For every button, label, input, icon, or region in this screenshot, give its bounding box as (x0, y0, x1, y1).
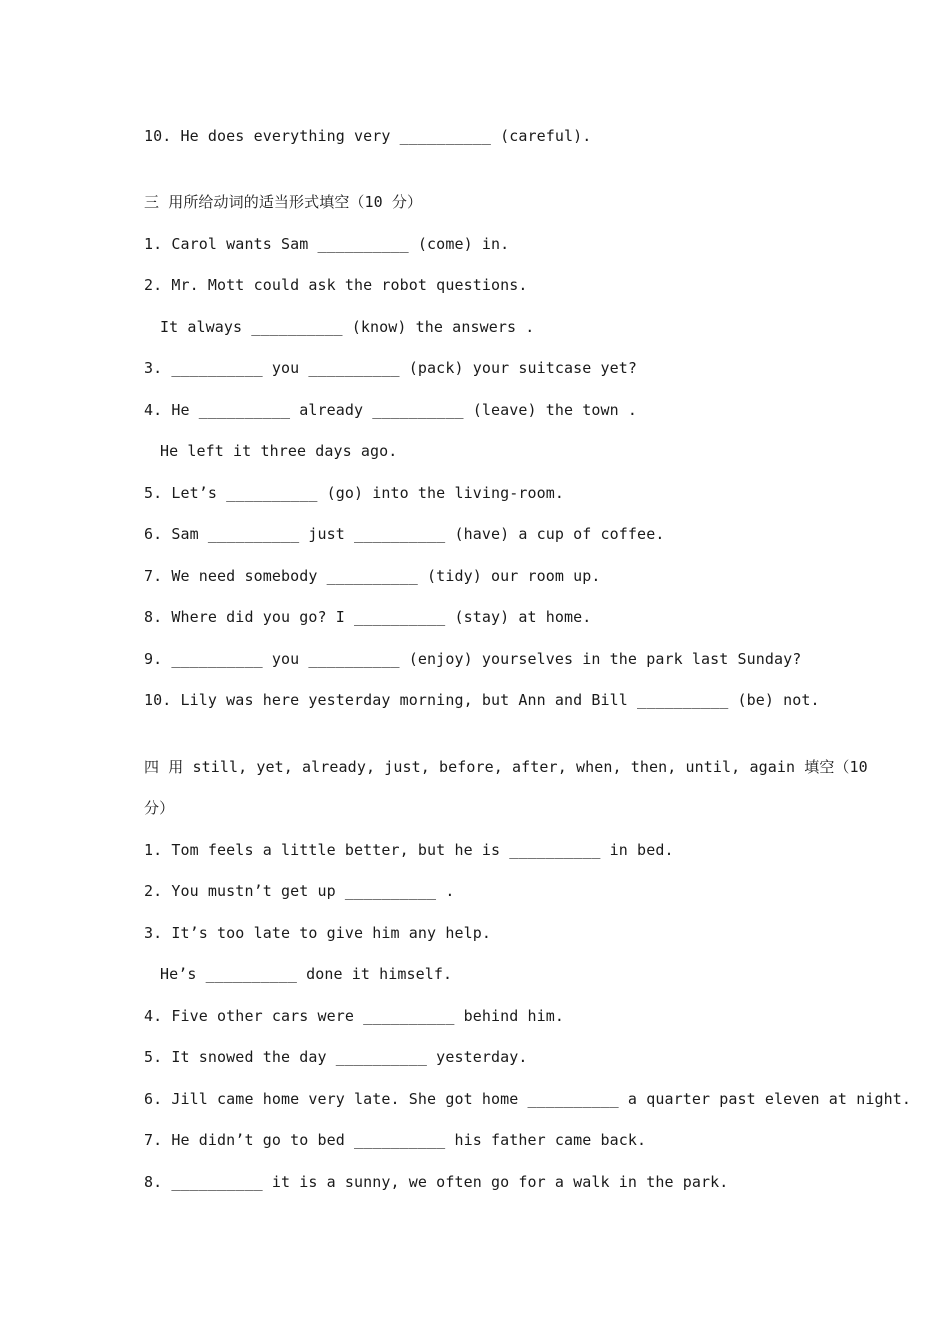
question-10-careful: 10. He does everything very __________ (careful). (144, 127, 592, 145)
s4-question-8: 8. __________ it is a sunny, we often go for a walk in the park. (144, 1173, 729, 1191)
s4-question-4: 4. Five other cars were __________ behind him. (144, 1007, 565, 1025)
s3-question-6: 6. Sam __________ just __________ (have) a cup of coffee. (144, 525, 665, 543)
s4-question-7: 7. He didn’t go to bed __________ his father came back. (144, 1131, 647, 1149)
section-3-heading: 三 用所给动词的适当形式填空（10 分） (144, 193, 423, 211)
section-4-heading: 四 用 still, yet, already, just, before, after, when, then, until, again 填空（10 (144, 758, 868, 776)
s3-question-4: 4. He __________ already __________ (leave) the town . (144, 401, 638, 419)
s3-question-2: 2. Mr. Mott could ask the robot questions. (144, 276, 528, 294)
s4-question-3-continuation: He’s __________ done it himself. (160, 965, 453, 983)
s3-question-8: 8. Where did you go? I __________ (stay) at home. (144, 608, 592, 626)
section-4-heading-continuation: 分） (144, 799, 175, 817)
s3-question-5: 5. Let’s __________ (go) into the living-room. (144, 484, 565, 502)
s4-question-6: 6. Jill came home very late. She got home __________ a quarter past eleven at night. (144, 1090, 911, 1108)
s4-question-2: 2. You mustn’t get up __________ . (144, 882, 455, 900)
s3-question-4-continuation: He left it three days ago. (160, 442, 398, 460)
s3-question-3: 3. __________ you __________ (pack) your suitcase yet? (144, 359, 638, 377)
s4-question-5: 5. It snowed the day __________ yesterday. (144, 1048, 528, 1066)
s4-question-3: 3. It’s too late to give him any help. (144, 924, 491, 942)
s3-question-1: 1. Carol wants Sam __________ (come) in. (144, 235, 510, 253)
s3-question-7: 7. We need somebody __________ (tidy) our room up. (144, 567, 601, 585)
s3-question-2-continuation: It always __________ (know) the answers . (160, 318, 535, 336)
s4-question-1: 1. Tom feels a little better, but he is __________ in bed. (144, 841, 674, 859)
s3-question-10: 10. Lily was here yesterday morning, but Ann and Bill __________ (be) not. (144, 691, 820, 709)
s3-question-9: 9. __________ you __________ (enjoy) yourselves in the park last Sunday? (144, 650, 802, 668)
